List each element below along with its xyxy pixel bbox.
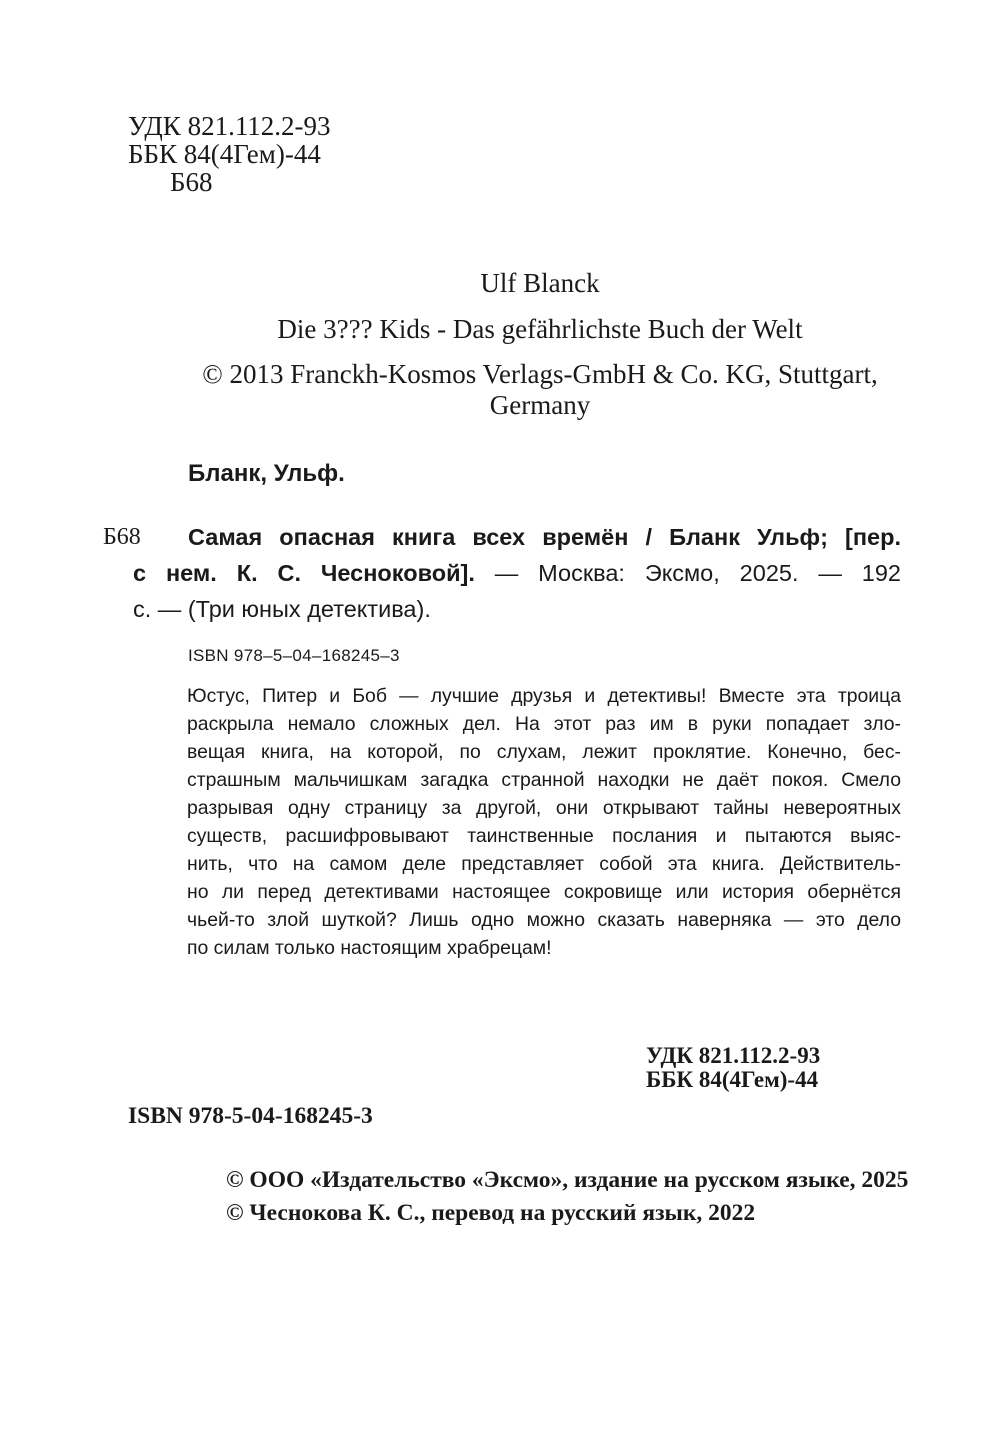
biblio-imprint: — Москва: Эксмо, 2025. — 192 <box>474 560 901 586</box>
annotation-line: чьей-то злой шуткой? Лишь одно можно сказать наверняка — это дело <box>187 909 901 931</box>
annotation-line: страшным мальчишкам загадка странной находки не даёт покоя. Смело <box>187 769 901 791</box>
bbk-code-top: ББК 84(4Гем)-44 <box>128 139 321 169</box>
copyright-publisher: © ООО «Издательство «Эксмо», издание на русском языке, 2025 <box>226 1167 909 1193</box>
bibliographic-description <box>133 519 901 627</box>
biblio-translator: с нем. К. С. Чесноковой]. <box>133 560 475 586</box>
annotation-line: нить, что на самом деле представляет собой эта книга. Действитель- <box>187 853 901 875</box>
biblio-title: Самая опасная книга всех времён / Бланк Ульф; [пер. <box>188 524 901 550</box>
biblio-line-1 <box>133 519 901 555</box>
author-mark-biblio: Б68 <box>103 524 141 550</box>
copyright-translator: © Чеснокова К. С., перевод на русский язык, 2022 <box>226 1200 756 1226</box>
annotation-line: вещая книга, на которой, по слухам, лежит проклятие. Конечно, бес- <box>187 741 901 763</box>
original-copyright-line2: Germany <box>489 390 591 420</box>
annotation-line: раскрыла немало сложных дел. На этот раз им в руки попадает зло- <box>187 713 901 735</box>
isbn-small: ISBN 978–5–04–168245–3 <box>188 646 400 665</box>
annotation-line: существ, расшифровывают таинственные послания и пытаются выяс- <box>187 825 901 847</box>
biblio-line-2 <box>133 555 901 591</box>
biblio-line-3: с. — (Три юных детектива). <box>133 596 431 622</box>
annotation-line: по силам только настоящим храбрецам! <box>187 937 552 959</box>
annotation <box>187 682 901 962</box>
udk-code-top: УДК 821.112.2-93 <box>128 111 331 141</box>
original-copyright-line1: © 2013 Franckh-Kosmos Verlags-GmbH & Co. KG, Stuttgart, <box>202 359 878 389</box>
author-mark-top: Б68 <box>170 167 213 197</box>
bbk-code-footer: ББК 84(4Гем)-44 <box>646 1067 819 1092</box>
udk-code-footer: УДК 821.112.2-93 <box>646 1043 821 1068</box>
original-author: Ulf Blanck <box>480 268 600 298</box>
annotation-line: но ли перед детективами настоящее сокровище или история обернётся <box>187 881 901 903</box>
annotation-line: разрывая одну страницу за другой, они открывают тайны невероятных <box>187 797 901 819</box>
annotation-line: Юстус, Питер и Боб — лучшие друзья и детективы! Вместе эта троица <box>187 685 901 707</box>
author-heading: Бланк, Ульф. <box>188 460 345 487</box>
original-title: Die 3??? Kids - Das gefährlichste Buch der Welt <box>277 314 803 344</box>
isbn-footer: ISBN 978-5-04-168245-3 <box>128 1103 373 1129</box>
